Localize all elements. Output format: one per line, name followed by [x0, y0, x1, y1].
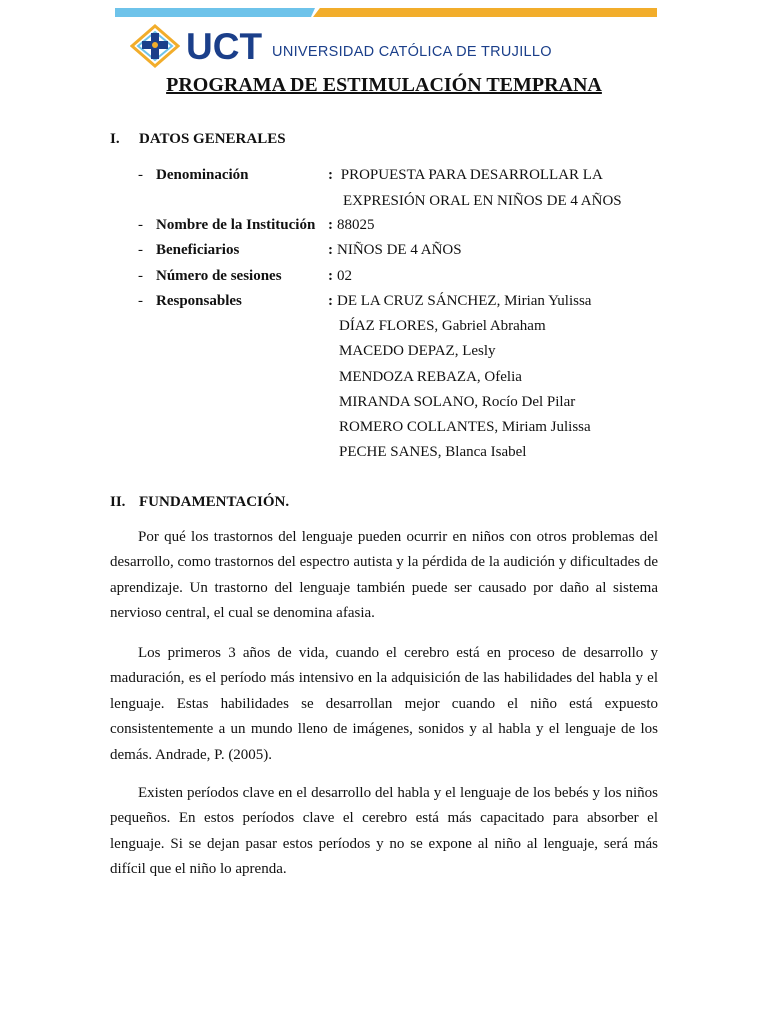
field-label: Responsables — [156, 293, 242, 309]
field-colon: : — [328, 167, 333, 183]
section-number: I. — [110, 131, 120, 147]
field-label: Nombre de la Institución — [156, 217, 316, 233]
page-title: PROGRAMA DE ESTIMULACIÓN TEMPRANA — [166, 74, 602, 96]
section-title: FUNDAMENTACIÓN. — [139, 494, 290, 510]
bullet-dash: - — [138, 293, 143, 309]
field-value-text: 88025 — [337, 217, 375, 233]
section-heading-datos-generales — [110, 131, 286, 148]
responsable-name: MACEDO DEPAZ, Lesly — [339, 343, 496, 359]
field-value-text: 02 — [337, 268, 352, 284]
field-value-beneficiarios — [328, 242, 462, 259]
responsable-name: ROMERO COLLANTES, Miriam Julissa — [339, 419, 591, 435]
paragraph: Existen períodos clave en el desarrollo del habla y el lenguaje de los bebés y los niños pequeños. En estos períodos clave el cerebro está más capacitado para absorber el lenguaje. Si se dejan pasar estos períodos y no se expone al niño al lenguaje, será más difícil que el niño lo aprenda. — [110, 785, 658, 878]
blue-bar-segment — [115, 8, 315, 17]
field-value-responsables — [328, 293, 591, 310]
responsable-name: MENDOZA REBAZA, Ofelia — [339, 369, 522, 385]
field-value-sesiones — [328, 268, 352, 285]
field-value-institucion — [328, 217, 375, 234]
responsable-name: PECHE SANES, Blanca Isabel — [339, 444, 527, 460]
field-value-text: NIÑOS DE 4 AÑOS — [337, 242, 462, 258]
field-value-text: PROPUESTA PARA DESARROLLAR LA — [340, 167, 603, 183]
logo-acronym: UCT — [186, 25, 263, 67]
field-colon: : — [328, 217, 333, 233]
paragraph: Por qué los trastornos del lenguaje pueden ocurrir en niños con otros problemas del desarrollo, como trastornos del espectro autista y la pérdida de la audición y dificultades de aprendizaje. Un trastorno del lenguaje también puede ser causado por daño al sistema nervioso central, el cual se denomina afasia. — [110, 529, 658, 622]
gold-bar-segment — [313, 8, 657, 17]
field-colon: : — [328, 242, 333, 258]
section-title: DATOS GENERALES — [139, 131, 286, 147]
university-logo — [130, 24, 552, 68]
bullet-dash: - — [138, 217, 143, 233]
field-value-denominacion — [328, 167, 603, 184]
paragraph: Los primeros 3 años de vida, cuando el cerebro está en proceso de desarrollo y maduración, es el período más intensivo en la adquisición de las habilidades del habla y el lenguaje. Estas habilidades se desarrollan mejor cuando el niño está expuesto consistentemente a un mundo lleno de imágenes, sonidos y al habla y el lenguaje de los demás. Andrade, P. (2005). — [110, 645, 658, 763]
field-colon: : — [328, 293, 333, 309]
university-name: UNIVERSIDAD CATÓLICA DE TRUJILLO — [272, 44, 552, 60]
responsable-name: MIRANDA SOLANO, Rocío Del Pilar — [339, 394, 576, 410]
field-value-text: DE LA CRUZ SÁNCHEZ, Mirian Yulissa — [337, 293, 592, 309]
section-heading-fundamentacion — [110, 494, 289, 511]
responsable-name: DÍAZ FLORES, Gabriel Abraham — [339, 318, 546, 334]
field-value-denominacion-cont: EXPRESIÓN ORAL EN NIÑOS DE 4 AÑOS — [343, 193, 622, 209]
field-label: Beneficiarios — [156, 242, 240, 258]
field-colon: : — [328, 268, 333, 284]
header-color-bar — [115, 8, 657, 17]
bullet-dash: - — [138, 167, 143, 183]
field-label: Denominación — [156, 167, 249, 183]
section-number: II. — [110, 494, 126, 510]
cross-emblem-icon — [130, 24, 180, 68]
bullet-dash: - — [138, 268, 143, 284]
field-label: Número de sesiones — [156, 268, 282, 284]
bullet-dash: - — [138, 242, 143, 258]
